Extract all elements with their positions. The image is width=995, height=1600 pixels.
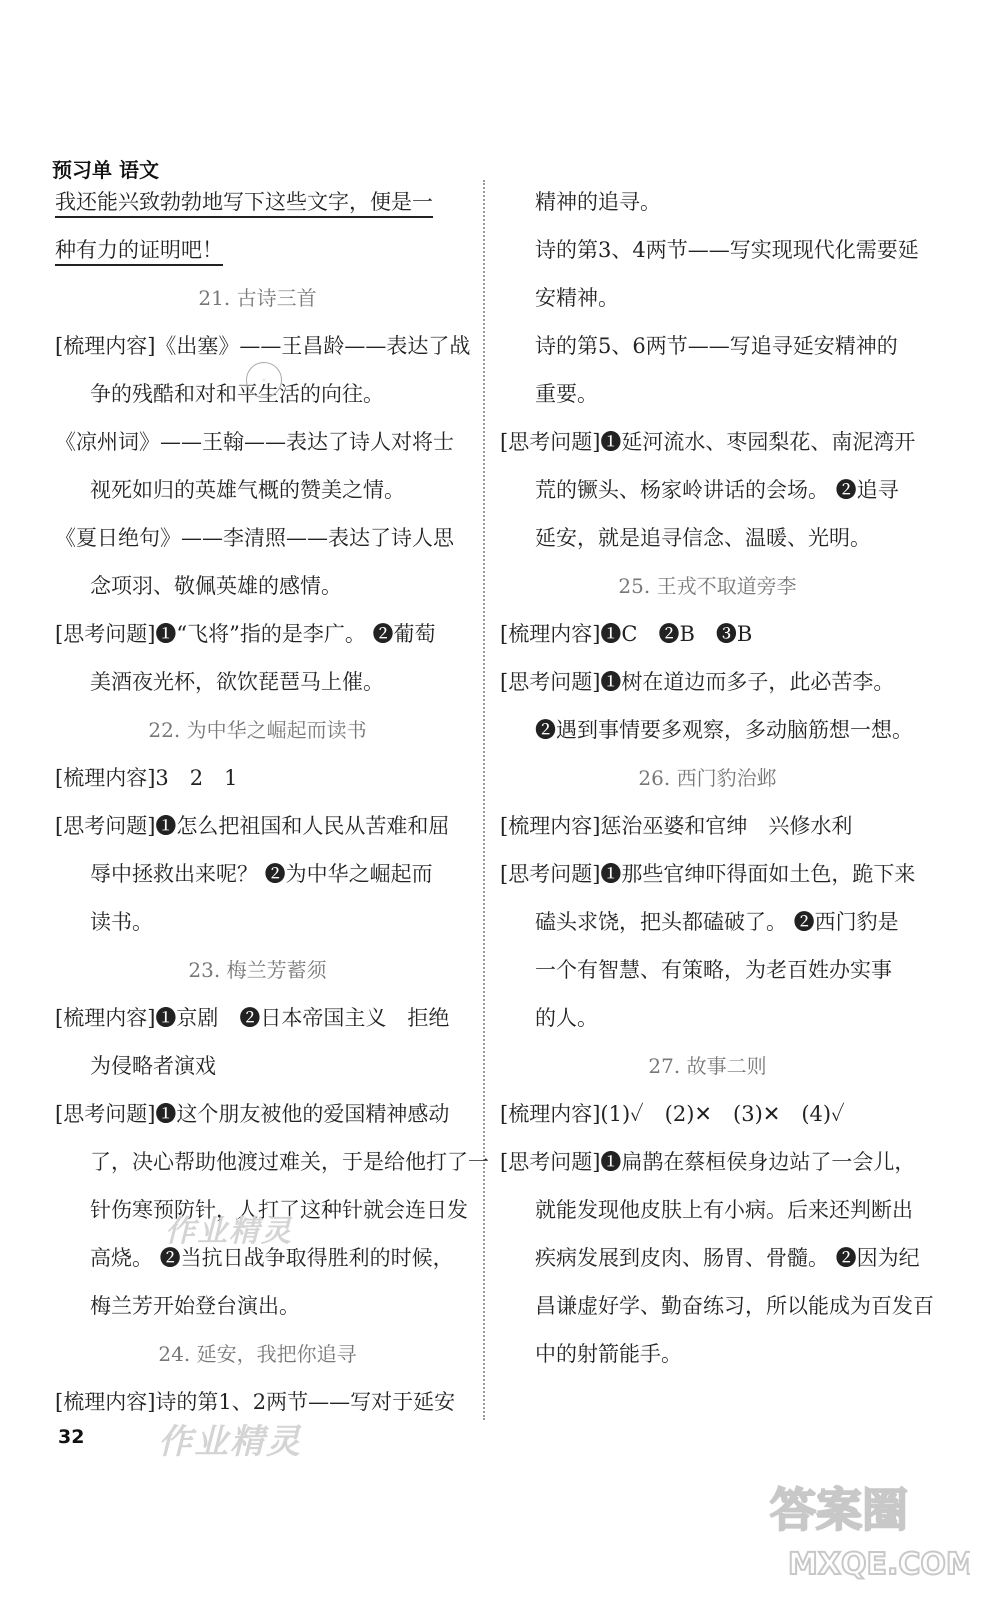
text-line: ❷遇到事情要多观察，多动脑筋想一想。 — [535, 718, 913, 742]
paragraph-line — [500, 514, 915, 562]
paragraph-line — [55, 178, 460, 226]
text-line: [梳理内容]诗的第1、2两节——写对于延安 — [55, 1390, 456, 1414]
text-line: 的人。 — [535, 1006, 598, 1030]
paragraph-line — [500, 1186, 915, 1234]
paragraph-line — [500, 706, 915, 754]
text-line: 争的残酷和对和平生活的向往。 — [90, 382, 384, 406]
text-line: 高烧。 ❷当抗日战争取得胜利的时候， — [90, 1246, 454, 1270]
paragraph-line — [500, 658, 915, 706]
paragraph-line — [500, 994, 915, 1042]
section-title: 25. 王戎不取道旁李 — [618, 574, 797, 598]
text-line: 精神的追寻。 — [535, 190, 661, 214]
paragraph-line — [500, 1234, 920, 1282]
text-line: [梳理内容]《出塞》——王昌龄——表达了战 — [55, 334, 471, 358]
paragraph-line — [55, 418, 460, 466]
paragraph-line — [55, 802, 460, 850]
text-line: [梳理内容]惩治巫婆和官绅 兴修水利 — [500, 814, 853, 838]
text-line: 视死如归的英雄气概的赞美之情。 — [90, 478, 405, 502]
text-line: 读书。 — [90, 910, 153, 934]
paragraph-line — [55, 850, 460, 898]
section-heading — [500, 1042, 915, 1090]
paragraph-line — [500, 1138, 915, 1186]
paragraph-line — [500, 226, 919, 274]
section-title: 26. 西门豹治邺 — [638, 766, 777, 790]
paragraph-line — [55, 1042, 460, 1090]
text-line: [思考问题]❶这个朋友被他的爱国精神感动 — [55, 1102, 450, 1126]
text-line: 一个有智慧、有策略，为老百姓办实事 — [535, 958, 892, 982]
paragraph-line — [55, 754, 460, 802]
paragraph-line — [500, 850, 915, 898]
paragraph-line — [500, 946, 915, 994]
logo-line-2: MXQE.COM — [788, 1547, 970, 1582]
paragraph-line — [500, 178, 915, 226]
paragraph-line — [500, 370, 915, 418]
section-heading — [500, 754, 915, 802]
text-line: 辱中拯救出来呢？ ❷为中华之崛起而 — [90, 862, 433, 886]
text-line: [梳理内容](1)✓ (2)✕ (3)✕ (4)✓ — [500, 1102, 845, 1126]
paragraph-line — [55, 1282, 460, 1330]
stamp-icon: ◦ — [246, 362, 282, 398]
right-column — [500, 178, 934, 1378]
text-line: 昌谦虚好学、勤奋练习，所以能成为百发百 — [535, 1294, 934, 1318]
paragraph-line — [55, 658, 460, 706]
text-line: [思考问题]❶扁鹊在蔡桓侯身边站了一会儿， — [500, 1150, 916, 1174]
paragraph-line — [500, 274, 915, 322]
paragraph-line — [55, 1090, 460, 1138]
section-heading — [55, 274, 460, 322]
watermark-text: 作业精灵 — [165, 1214, 293, 1249]
text-line: 诗的第5、6两节——写追寻延安精神的 — [535, 334, 898, 358]
text-line: [思考问题]❶那些官绅吓得面如土色，跪下来 — [500, 862, 916, 886]
paragraph-line — [55, 1138, 489, 1186]
text-line: 重要。 — [535, 382, 598, 406]
watermark-text-bottom: 作业精灵 — [158, 1422, 302, 1462]
paragraph-line — [500, 1282, 934, 1330]
paragraph-line — [500, 1090, 915, 1138]
text-line: [思考问题]❶怎么把祖国和人民从苦难和屈 — [55, 814, 450, 838]
text-line: [梳理内容]❶C ❷B ❸B — [500, 622, 753, 646]
text-line: 《凉州词》——王翰——表达了诗人对将士 — [55, 430, 454, 454]
section-heading — [55, 706, 460, 754]
section-title: 24. 延安，我把你追寻 — [158, 1342, 357, 1366]
text-line: 磕头求饶，把头都磕破了。 ❷西门豹是 — [535, 910, 899, 934]
paragraph-line — [500, 418, 915, 466]
paragraph-line — [500, 322, 915, 370]
section-title: 27. 故事二则 — [648, 1054, 767, 1078]
text-line: 《夏日绝句》——李清照——表达了诗人思 — [55, 526, 454, 550]
paragraph-line — [55, 994, 460, 1042]
section-heading — [55, 1330, 460, 1378]
logo-icon — [760, 1474, 970, 1584]
text-line: 我还能兴致勃勃地写下这些文字，便是一 — [55, 190, 433, 214]
section-heading — [55, 946, 460, 994]
text-line: 了，决心帮助他渡过难关，于是给他打了一 — [90, 1150, 489, 1174]
section-title: 23. 梅兰芳蓄须 — [188, 958, 327, 982]
column-divider — [483, 180, 485, 1420]
text-line: 美酒夜光杯，欲饮琵琶马上催。 — [90, 670, 384, 694]
text-line: 疾病发展到皮肉、肠胃、骨髓。 ❷因为纪 — [535, 1246, 920, 1270]
paragraph-line — [500, 802, 915, 850]
paragraph-line — [55, 562, 460, 610]
text-line: 荒的镢头、杨家岭讲话的会场。 ❷追寻 — [535, 478, 899, 502]
text-line: 种有力的证明吧！ — [55, 238, 223, 262]
text-line: 诗的第3、4两节——写实现现代化需要延 — [535, 238, 919, 262]
paragraph-line — [55, 226, 460, 274]
text-line: [梳理内容]3 2 1 — [55, 766, 238, 790]
text-line: 念项羽、敬佩英雄的感情。 — [90, 574, 342, 598]
text-line: [思考问题]❶树在道边而多子，此必苦李。 — [500, 670, 895, 694]
section-heading — [500, 562, 915, 610]
paragraph-line — [500, 1330, 915, 1378]
text-line: [梳理内容]❶京剧 ❷日本帝国主义 拒绝 — [55, 1006, 450, 1030]
text-line: [思考问题]❶“飞将”指的是李广。 ❷葡萄 — [55, 622, 436, 646]
answer-site-logo — [760, 1474, 970, 1588]
text-line: 为侵略者演戏 — [90, 1054, 216, 1078]
text-line: 安精神。 — [535, 286, 619, 310]
text-line: [思考问题]❶延河流水、枣园梨花、南泥湾开 — [500, 430, 916, 454]
text-line: 就能发现他皮肤上有小病。后来还判断出 — [535, 1198, 913, 1222]
text-line: 中的射箭能手。 — [535, 1342, 682, 1366]
section-title: 22. 为中华之崛起而读书 — [148, 718, 367, 742]
paragraph-line — [500, 610, 915, 658]
paragraph-line — [500, 466, 915, 514]
page-header: 预习单 语文 — [52, 158, 159, 182]
paragraph-line — [55, 610, 460, 658]
paragraph-line — [55, 898, 460, 946]
paragraph-line — [55, 466, 460, 514]
logo-line-1: 答案圈 — [770, 1483, 908, 1537]
paragraph-line — [500, 898, 915, 946]
text-line: 延安，就是追寻信念、温暖、光明。 — [535, 526, 871, 550]
section-title: 21. 古诗三首 — [198, 286, 317, 310]
paragraph-line — [55, 514, 460, 562]
text-line: 梅兰芳开始登台演出。 — [90, 1294, 300, 1318]
page-number: 32 — [58, 1426, 85, 1448]
text-line: 针伤寒预防针，人打了这种针就会连日发 — [90, 1198, 468, 1222]
